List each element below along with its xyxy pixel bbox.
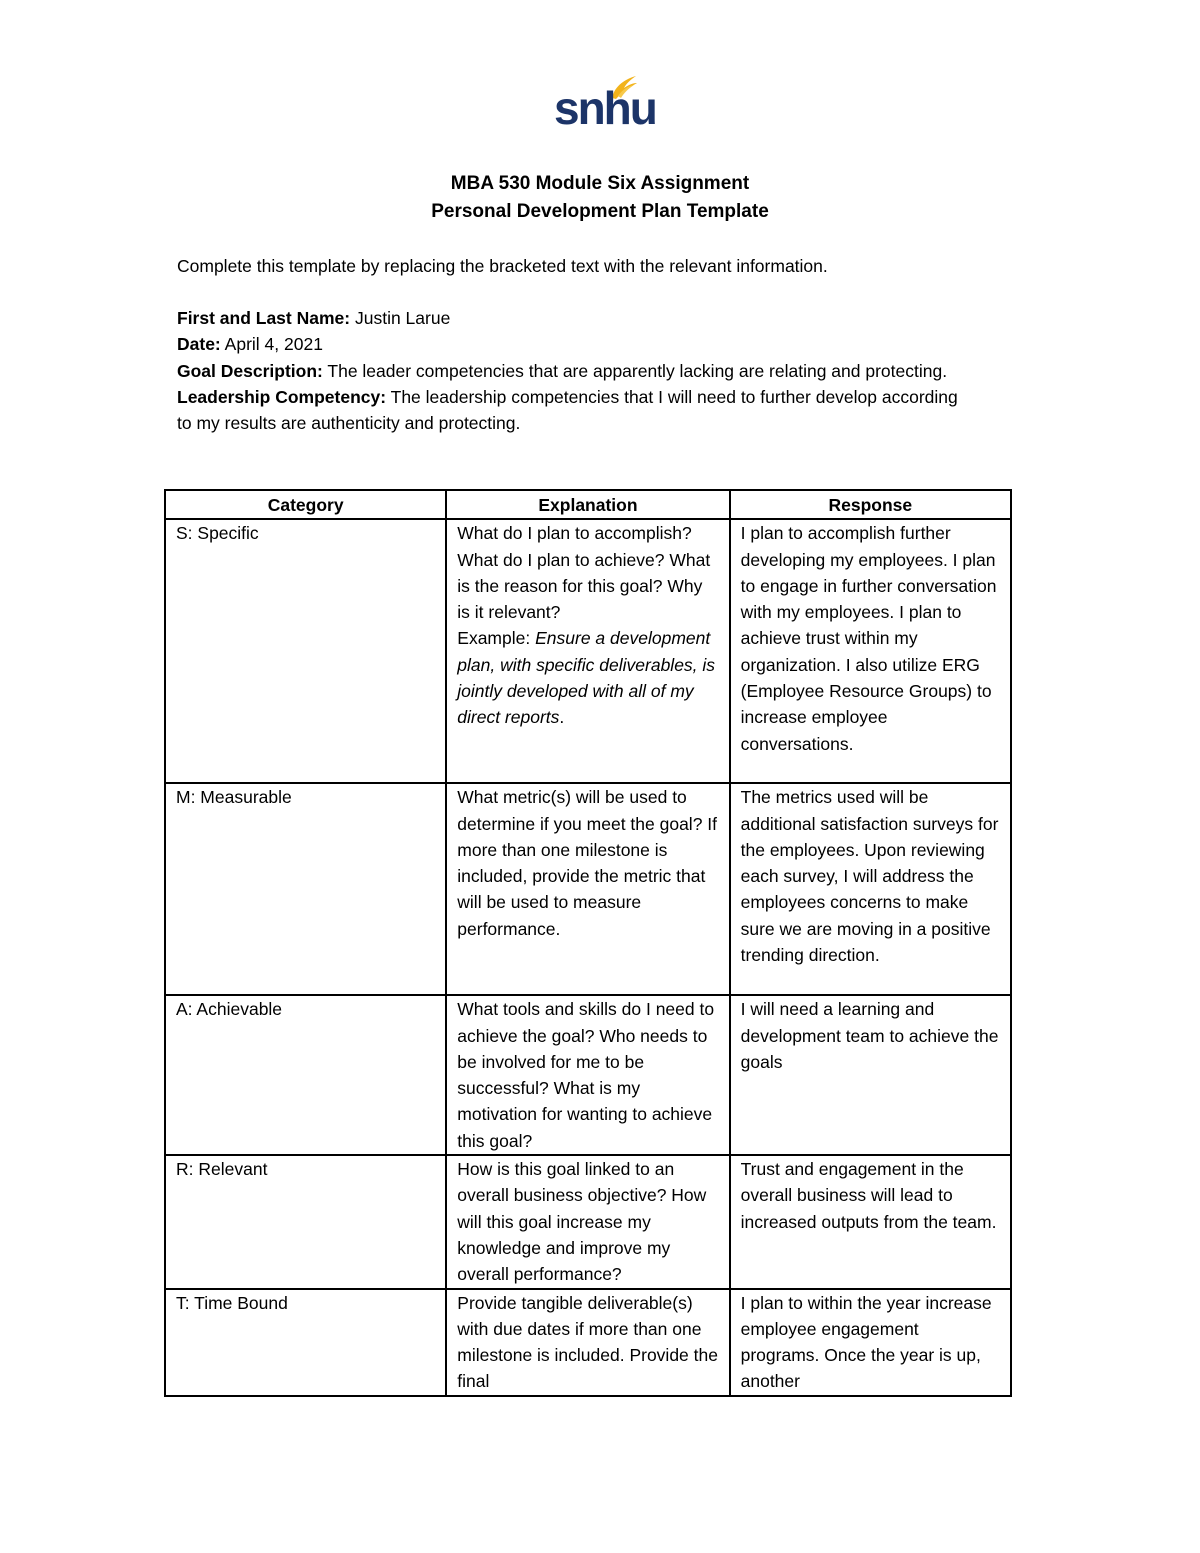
explanation-text: What do I plan to accomplish? What do I plan to achieve? What is the reason for this goal? Why is it relevant? bbox=[457, 523, 711, 623]
document-subtitle: Personal Development Plan Template bbox=[431, 201, 769, 222]
example-end: . bbox=[559, 707, 565, 728]
explanation-cell bbox=[446, 519, 729, 783]
competency-label: Leadership Competency: bbox=[177, 386, 387, 407]
table-header-row bbox=[165, 490, 1011, 519]
date-value: April 4, 2021 bbox=[224, 334, 323, 355]
table-row-achievable bbox=[165, 995, 1011, 1155]
header-response: Response bbox=[730, 490, 1011, 519]
response-cell: I will need a learning and development team to achieve the goals bbox=[730, 995, 1011, 1155]
example-text: Ensure a development plan, with specific deliverables, is jointly developed with all of my direct reports bbox=[457, 628, 716, 728]
document-title: MBA 530 Module Six Assignment bbox=[450, 173, 750, 194]
info-block bbox=[177, 305, 977, 436]
response-cell: The metrics used will be additional satisfaction surveys for the employees. Upon reviewing each survey, I will address the employees concerns to make sure we are moving in a positive trending direction. bbox=[730, 783, 1011, 995]
explanation-cell: What tools and skills do I need to achieve the goal? Who needs to be involved for me to be successful? What is my motivation for wanting to achieve this goal? bbox=[446, 995, 729, 1155]
response-cell: Trust and engagement in the overall business will lead to increased outputs from the team. bbox=[730, 1155, 1011, 1288]
instructions-text: Complete this template by replacing the bracketed text with the relevant information. bbox=[177, 256, 828, 276]
date-line bbox=[177, 331, 977, 357]
logo-wordmark: snhu bbox=[554, 82, 656, 134]
table-row-time-bound bbox=[165, 1289, 1011, 1396]
goal-value: The leader competencies that are apparently lacking are relating and protecting. bbox=[327, 360, 948, 381]
response-cell: I plan to accomplish further developing my employees. I plan to engage in further conversation with my employees. I plan to achieve trust within my organization. I also utilize ERG (Employee Resource Groups) to increase employee conversations. bbox=[730, 519, 1011, 783]
smart-goal-table bbox=[164, 489, 1012, 1397]
name-value: Justin Larue bbox=[354, 308, 451, 328]
name-line bbox=[177, 305, 977, 331]
response-cell: I plan to within the year increase employee engagement programs. Once the year is up, another bbox=[730, 1289, 1011, 1396]
goal-label: Goal Description: bbox=[177, 360, 323, 381]
snhu-logo bbox=[554, 74, 656, 134]
table-row-relevant bbox=[165, 1155, 1011, 1288]
category-cell: S: Specific bbox=[165, 519, 446, 783]
competency-line bbox=[177, 384, 977, 437]
table-row-measurable bbox=[165, 783, 1011, 995]
document-header bbox=[0, 170, 1200, 226]
goal-line bbox=[177, 358, 977, 384]
category-cell: T: Time Bound bbox=[165, 1289, 446, 1396]
name-label: First and Last Name: bbox=[177, 308, 351, 328]
explanation-cell: Provide tangible deliverable(s) with due dates if more than one milestone is included. Provide the final bbox=[446, 1289, 729, 1396]
category-cell: R: Relevant bbox=[165, 1155, 446, 1288]
explanation-cell: How is this goal linked to an overall business objective? How will this goal increase my knowledge and improve my overall performance? bbox=[446, 1155, 729, 1288]
explanation-cell: What metric(s) will be used to determine if you meet the goal? If more than one milestone is included, provide the metric that will be used to measure performance. bbox=[446, 783, 729, 995]
category-cell: A: Achievable bbox=[165, 995, 446, 1155]
competency-value: The leadership competencies that I will need to further develop according to my results are authenticity and protecting. bbox=[177, 386, 958, 434]
category-cell: M: Measurable bbox=[165, 783, 446, 995]
table-row-specific bbox=[165, 519, 1011, 783]
header-explanation: Explanation bbox=[446, 490, 729, 519]
header-category: Category bbox=[165, 490, 446, 519]
example-label: Example: bbox=[457, 628, 531, 649]
date-label: Date: bbox=[177, 334, 221, 355]
